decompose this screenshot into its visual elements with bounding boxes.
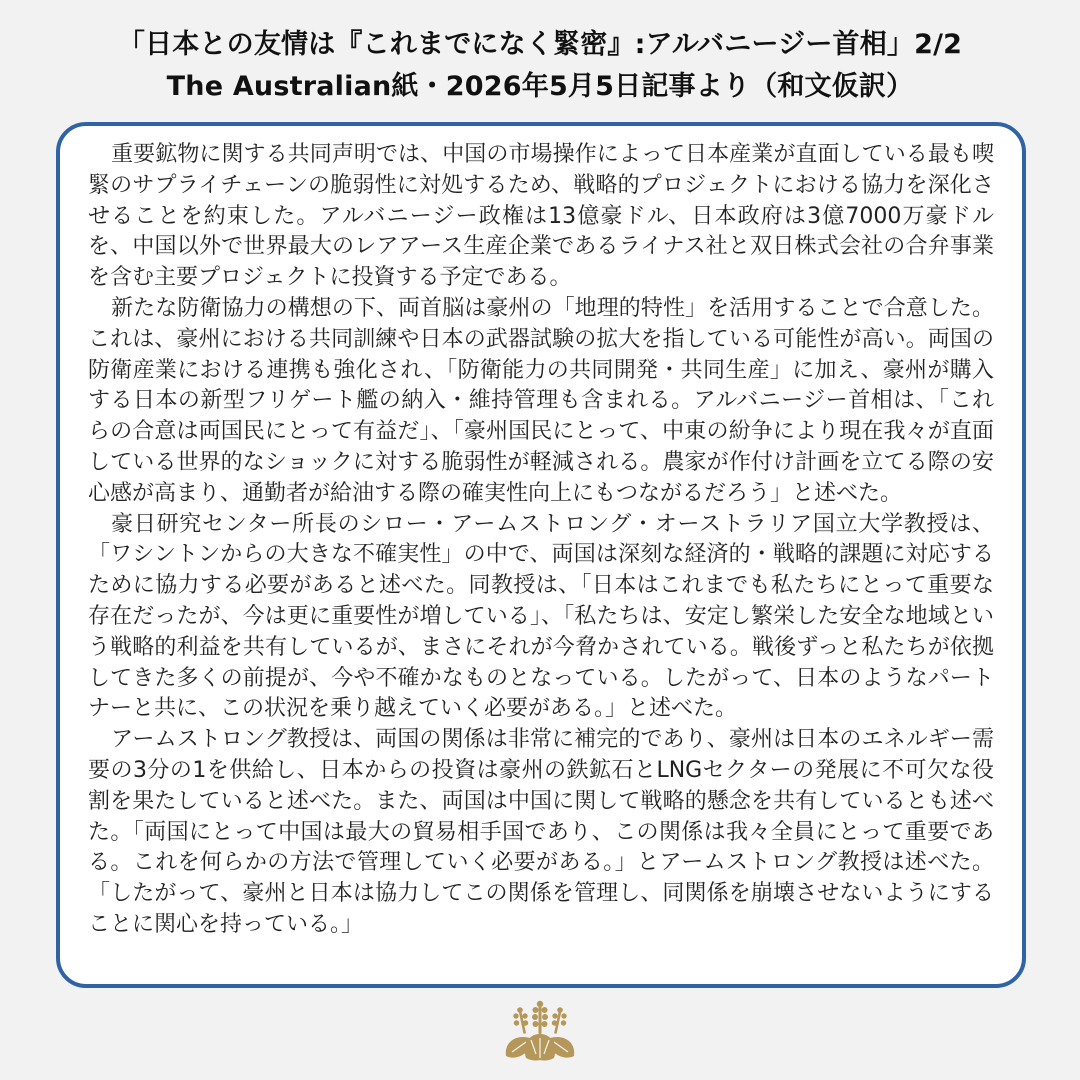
article-paragraph-4: アームストロング教授は、両国の関係は非常に補完的であり、豪州は日本のエネルギー需要の3分の1を供給し、日本からの投資は豪州の鉄鉱石とLNGセクターの発展に不可欠な役割を果たしていると述べた。また、両国は中国に関して戦略的懸念を共有しているとも述べた。「両国にとって中国は最大の貿易相手国であり、この関係は我々全員にとって重要である。これを何らかの方法で管理していく必要がある。」とアームストロング教授は述べた。「したがって、豪州と日本は協力してこの関係を管理し、同関係を崩壊させないようにすることに関心を持っている。」 — [88, 727, 994, 937]
article-paragraph-2: 新たな防衛協力の構想の下、両首脳は豪州の「地理的特性」を活用することで合意した。これは、豪州における共同訓練や日本の武器試験の拡大を指している可能性が高い。両国の防衛産業における連携も強化され、「防衛能力の共同開発・共同生産」に加え、豪州が購入する日本の新型フリゲート艦の納入・維持管理も含まれる。アルバニージー首相は、「これらの合意は両国民にとって有益だ」、「豪州国民にとって、中東の紛争により現在我々が直面している世界的なショックに対する脆弱性が軽減される。農家が作付け計画を立てる際の安心感が高まり、通勤者が給油する際の確実性向上にもつながるだろう」と述べた。 — [88, 295, 994, 506]
page-subtitle: The Australian紙・2026年5月5日記事より（和文仮訳） — [166, 71, 914, 102]
header — [0, 24, 1080, 108]
article-card — [56, 122, 1026, 988]
article-paragraph-3: 豪日研究センター所長のシロー・アームストロング・オーストラリア国立大学教授は、「ワシントンからの大きな不確実性」の中で、両国は深刻な経済的・戦略的課題に対応するために協力する必要があると述べた。同教授は、「日本はこれまでも私たちにとって重要な存在だったが、今は更に重要性が増している」、「私たちは、安定し繁栄した安全な地域という戦略的利益を共有しているが、まさにそれが今脅かされている。戦後ずっと私たちが依拠してきた多くの前提が、今や不確かなものとなっている。したがって、日本のようなパートナーと共に、この状況を乗り越えていく必要がある。」と述べた。 — [88, 511, 994, 722]
article-paragraph-1: 重要鉱物に関する共同声明では、中国の市場操作によって日本産業が直面している最も喫緊のサプライチェーンの脆弱性に対処するため、戦略的プロジェクトにおける協力を深化させることを約束した。アルバニージー政権は13億豪ドル、日本政府は3億7000万豪ドルを、中国以外で世界最大のレアアース生産企業であるライナス社と双日株式会社の合弁事業を含む主要プロジェクトに投資する予定である。 — [88, 142, 994, 291]
paulownia-crest-icon — [500, 1000, 580, 1070]
page-title: 「日本との友情は『これまでになく緊密』:アルバニージー首相」2/2 — [117, 29, 963, 60]
